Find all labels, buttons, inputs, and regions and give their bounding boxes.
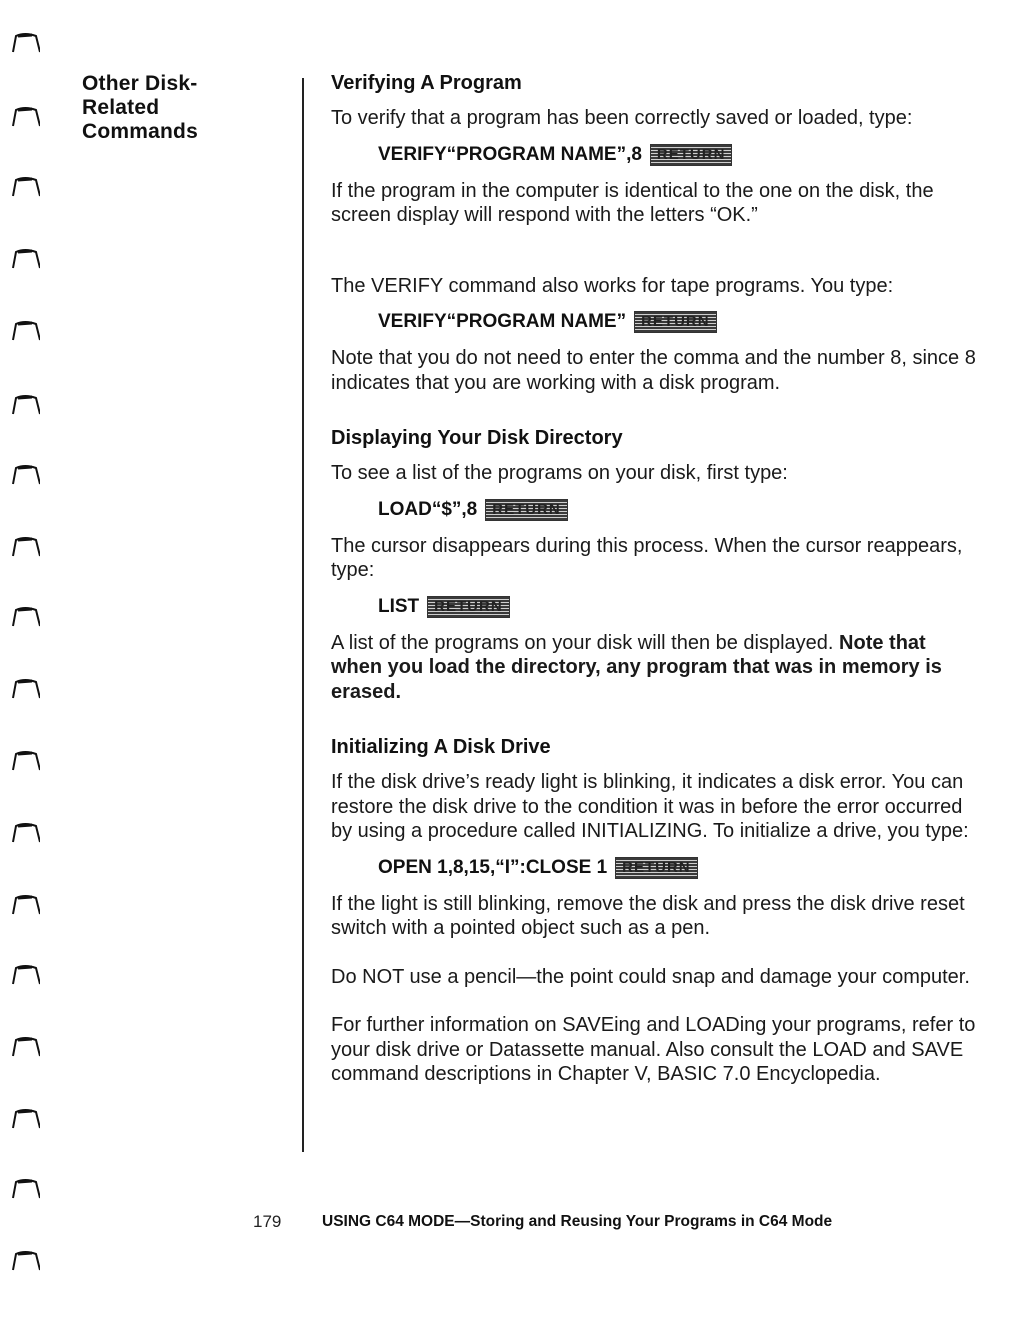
binder-ring-icon [10,892,40,916]
return-key-icon: RETURN [634,311,717,333]
binder-ring-icon [10,1106,40,1130]
binder-ring-icon [10,246,40,270]
binder-ring-icon [10,1176,40,1200]
return-key-icon: RETURN [650,144,733,166]
section-title-directory: Displaying Your Disk Directory [331,427,623,449]
list-command [378,595,981,619]
binder-ring-icon [10,534,40,558]
footer-title: USING C64 MODE—Storing and Reusing Your Programs in C64 Mode [322,1213,833,1230]
binder-ring-icon [10,318,40,342]
section-title-initialize: Initializing A Disk Drive [331,736,551,758]
return-key-icon: RETURN [485,499,568,521]
pencil-warning-text: Do NOT use a pencil—the point could snap and damage your computer. [331,965,970,988]
verify-result-text: If the program in the computer is identical to the one on the disk, the screen display will respond with the letters “OK.” [331,179,934,226]
return-key-icon: RETURN [427,596,510,618]
directory-warning-bold: Note that when you load the directory, any program that was in memory is erased. [331,631,942,703]
command-text: OPEN 1,8,15,“I”:CLOSE 1 [378,856,608,878]
sidebar-heading-line: Related [82,96,160,119]
command-text: VERIFY“PROGRAM NAME” [378,311,627,332]
command-text: LIST [378,595,420,617]
section-title-verify: Verifying A Program [331,72,522,94]
binder-holes [0,0,60,1322]
directory-intro: To see a list of the programs on your disk, first type: [331,462,788,484]
page-number: 179 [253,1212,282,1231]
command-text: LOAD“$”,8 [378,498,478,520]
column-divider [302,78,304,1152]
verify-command-disk [378,143,981,167]
verify-tape-text: The VERIFY command also works for tape programs. You type: [331,274,894,297]
directory-result-text [331,631,981,705]
initialize-command [378,856,981,880]
binder-ring-icon [10,1034,40,1058]
load-directory-command [378,498,981,522]
verify-note-text: Note that you do not need to enter the comma and the number 8, since 8 indicates that you are working with a disk program. [331,347,976,394]
binder-ring-icon [10,462,40,486]
binder-ring-icon [10,174,40,198]
sidebar-heading [82,72,262,144]
sidebar-heading-line: Commands [82,120,198,143]
verify-command-tape [378,310,981,334]
main-content [331,70,981,1087]
binder-ring-icon [10,748,40,772]
binder-ring-icon [10,104,40,128]
further-info-text: For further information on SAVEing and LOADing your programs, refer to your disk drive or Datassette manual. Also consult the LOAD and SAVE command descriptions in Chapter V, BASIC 7.0 Encyclopedia. [331,1014,976,1085]
sidebar-heading-line: Other Disk- [82,72,198,95]
directory-cursor-text: The cursor disappears during this process. When the cursor reappears, type: [331,534,963,581]
binder-ring-icon [10,962,40,986]
command-text: VERIFY“PROGRAM NAME”,8 [378,143,642,165]
binder-ring-icon [10,604,40,628]
directory-result-plain: A list of the programs on your disk will then be displayed. [331,631,834,654]
page-footer [0,1212,1032,1236]
initialize-intro: If the disk drive’s ready light is blinking, it indicates a disk error. You can restore the disk drive to the condition it was in before the error occurred by using a procedure called INITIALIZING. To initialize a drive, you type: [331,771,969,842]
return-key-icon: RETURN [615,857,698,879]
binder-ring-icon [10,30,40,54]
binder-ring-icon [10,1248,40,1272]
initialize-reset-text: If the light is still blinking, remove the disk and press the disk drive reset switch with a pointed object such as a pen. [331,892,965,939]
binder-ring-icon [10,820,40,844]
binder-ring-icon [10,676,40,700]
verify-intro: To verify that a program has been correctly saved or loaded, type: [331,107,913,129]
binder-ring-icon [10,392,40,416]
